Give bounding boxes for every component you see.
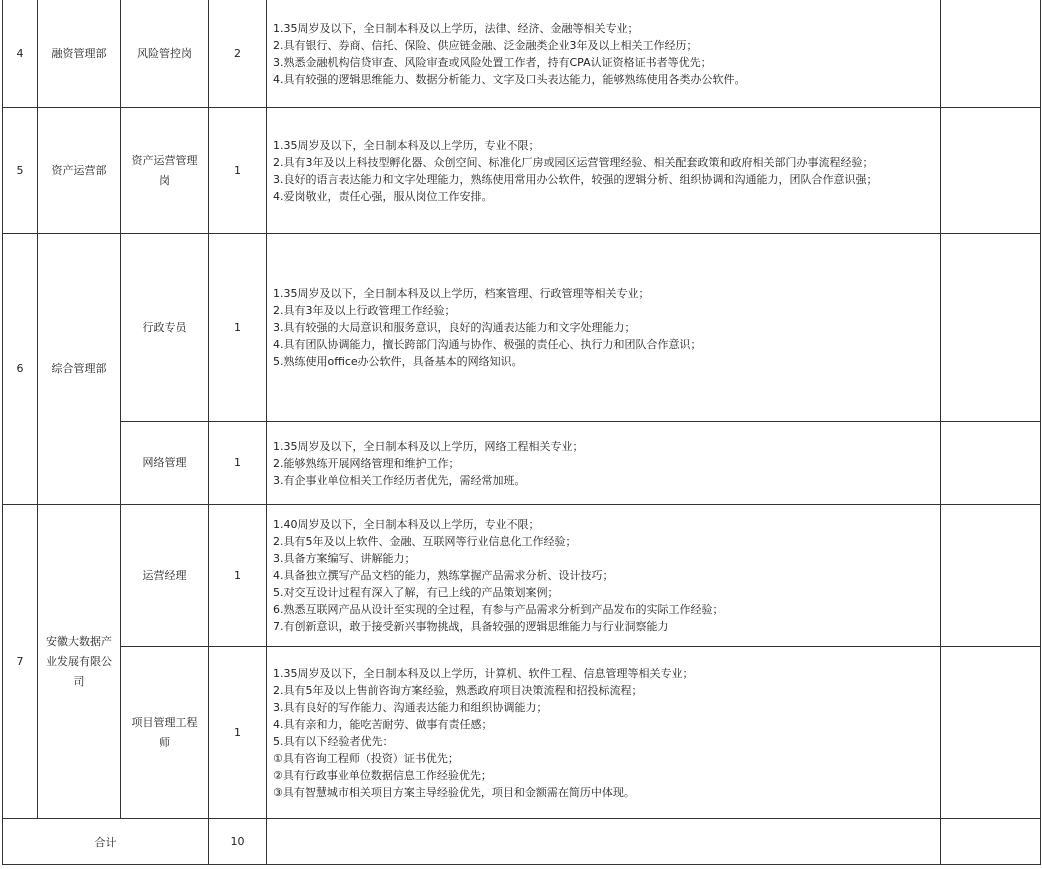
table-row <box>3 505 1041 647</box>
requirements-cell <box>267 422 941 505</box>
requirement-line: 1.35周岁及以下，全日制本科及以上学历，专业不限； <box>273 138 540 152</box>
requirement-line: 2.具有5年及以上售前咨询方案经验，熟悉政府项目决策流程和招投标流程； <box>273 683 643 697</box>
requirement-line: 4.具有团队协调能力，擅长跨部门沟通与协作、极强的责任心、执行力和团队合作意识； <box>273 338 702 351</box>
department-cell: 综合管理部 <box>38 234 121 505</box>
requirement-line: 4.爱岗敬业，责任心强，服从岗位工作安排。 <box>273 189 493 203</box>
total-row <box>3 819 1041 865</box>
requirement-line: 2.具有3年及以上行政管理工作经验； <box>273 304 456 317</box>
requirement-line: 4.具有亲和力，能吃苦耐劳、做事有责任感； <box>273 717 493 731</box>
requirement-line: 6.熟悉互联网产品从设计至实现的全过程，有参与产品需求分析到产品发布的实际工作经验； <box>273 603 724 616</box>
requirement-line: 3.良好的语言表达能力和文字处理能力，熟练使用常用办公软件，较强的逻辑分析、组织协调和沟通能力，团队合作意识强； <box>273 172 878 186</box>
requirement-line: 4.具备独立撰写产品文档的能力，熟练掌握产品需求分析、设计技巧； <box>273 569 614 582</box>
position-cell: 风险管控岗 <box>121 0 209 108</box>
requirement-line: ②具有行政事业单位数据信息工作经验优先； <box>273 768 492 782</box>
requirement-line: 3.熟悉金融机构信贷审查、风险审查或风险处置工作者，持有CPA认证资格证书者等优先； <box>273 55 712 69</box>
requirement-line: 5.熟练使用office办公软件，具备基本的网络知识。 <box>273 355 523 368</box>
department-cell: 安徽大数据产业发展有限公司 <box>38 505 121 819</box>
requirement-line: 1.35周岁及以下，全日制本科及以上学历，计算机、软件工程、信息管理等相关专业； <box>273 666 694 680</box>
requirement-line: 3.具备方案编写、讲解能力； <box>273 552 416 565</box>
row-number: 6 <box>3 234 38 505</box>
requirement-line: 4.具有较强的逻辑思维能力、数据分析能力、文字及口头表达能力，能够熟练使用各类办公软件。 <box>273 72 746 86</box>
row-number: 5 <box>3 108 38 234</box>
requirements-cell <box>267 505 941 647</box>
headcount-cell: 1 <box>209 647 267 819</box>
requirement-line: 1.35周岁及以下，全日制本科及以上学历，网络工程相关专业； <box>273 439 584 453</box>
requirement-line: 2.具有3年及以上科技型孵化器、众创空间、标准化厂房或园区运营管理经验、相关配套政策和政府相关部门办事流程经验； <box>273 155 874 169</box>
requirements-cell <box>267 0 941 108</box>
table-row <box>3 234 1041 422</box>
requirement-line: 3.有企事业单位相关工作经历者优先，需经常加班。 <box>273 473 526 487</box>
table-row <box>3 647 1041 819</box>
requirement-line: ③具有智慧城市相关项目方案主导经验优先，项目和金额需在简历中体现。 <box>273 785 635 799</box>
department-cell: 资产运营部 <box>38 108 121 234</box>
requirements-cell <box>267 108 941 234</box>
headcount-cell: 1 <box>209 234 267 422</box>
remarks-cell <box>941 234 1041 422</box>
requirement-line: 7.有创新意识，敢于接受新兴事物挑战，具备较强的逻辑思维能力与行业洞察能力 <box>273 620 669 633</box>
requirement-line: 2.能够熟练开展网络管理和维护工作； <box>273 456 460 470</box>
total-count: 10 <box>209 819 267 865</box>
requirements-cell <box>267 647 941 819</box>
total-requirements-cell <box>267 819 941 865</box>
requirement-line: 5.具有以下经验者优先： <box>273 734 394 748</box>
requirement-line: 1.40周岁及以下，全日制本科及以上学历，专业不限； <box>273 518 540 531</box>
remarks-cell <box>941 422 1041 505</box>
headcount-cell: 1 <box>209 505 267 647</box>
headcount-cell: 1 <box>209 422 267 505</box>
remarks-cell <box>941 505 1041 647</box>
position-cell: 运营经理 <box>121 505 209 647</box>
position-cell: 项目管理工程师 <box>121 647 209 819</box>
department-cell: 融资管理部 <box>38 0 121 108</box>
requirement-line: 1.35周岁及以下，全日制本科及以上学历，档案管理、行政管理等相关专业； <box>273 287 650 300</box>
row-number: 7 <box>3 505 38 819</box>
requirements-cell <box>267 234 941 422</box>
position-cell: 行政专员 <box>121 234 209 422</box>
remarks-cell <box>941 647 1041 819</box>
remarks-cell <box>941 108 1041 234</box>
row-number: 4 <box>3 0 38 108</box>
total-remarks-cell <box>941 819 1041 865</box>
table-row <box>3 0 1041 108</box>
total-label: 合计 <box>3 819 209 865</box>
recruitment-table <box>2 0 1041 865</box>
table-row <box>3 422 1041 505</box>
requirement-line: 3.具有良好的写作能力、沟通表达能力和组织协调能力； <box>273 700 548 714</box>
requirement-line: 2.具有5年及以上软件、金融、互联网等行业信息化工作经验； <box>273 535 577 548</box>
requirement-line: 2.具有银行、券商、信托、保险、供应链金融、泛金融类企业3年及以上相关工作经历； <box>273 38 698 52</box>
requirement-line: 5.对交互设计过程有深入了解，有已上线的产品策划案例； <box>273 586 559 599</box>
requirement-line: ①具有咨询工程师（投资）证书优先； <box>273 751 459 765</box>
requirement-line: 3.具有较强的大局意识和服务意识，良好的沟通表达能力和文字处理能力； <box>273 321 636 334</box>
position-cell: 网络管理 <box>121 422 209 505</box>
headcount-cell: 2 <box>209 0 267 108</box>
table-row <box>3 108 1041 234</box>
headcount-cell: 1 <box>209 108 267 234</box>
remarks-cell <box>941 0 1041 108</box>
position-cell: 资产运营管理岗 <box>121 108 209 234</box>
requirement-line: 1.35周岁及以下，全日制本科及以上学历，法律、经济、金融等相关专业； <box>273 21 639 35</box>
